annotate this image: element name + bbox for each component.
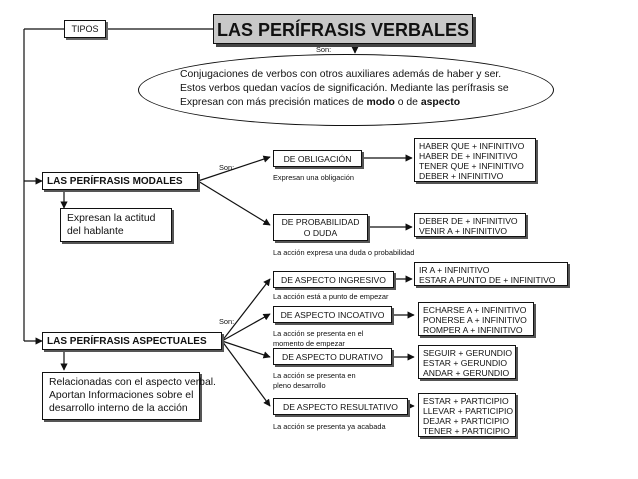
aspectuales-description: Relacionadas con el aspecto verbal. Aportan Informaciones sobre el desarrollo interno de la acción bbox=[42, 372, 200, 420]
probabilidad-results: DEBER DE + INFINITIVO VENIR A + INFINITIVO bbox=[414, 213, 526, 237]
perifrasis-modales-box: LAS PERÍFRASIS MODALES bbox=[42, 172, 198, 190]
definition-line-3: Expresan con más precisión matices de modo o de aspecto bbox=[180, 97, 461, 108]
obligacion-note: Expresan una obligación bbox=[273, 173, 354, 182]
incoativo-results: ECHARSE A + INFINITIVO PONERSE A + INFINITIVO ROMPER A + INFINITIVO bbox=[418, 302, 534, 336]
son-label-title: Son: bbox=[316, 45, 332, 54]
probabilidad-box: DE PROBABILIDAD O DUDA bbox=[273, 214, 368, 241]
durativo-results: SEGUIR + GERUNDIO ESTAR + GERUNDIO ANDAR + GERUNDIO bbox=[418, 345, 516, 379]
durativo-note: La acción se presenta en pleno desarrollo bbox=[273, 371, 356, 390]
ingresivo-note: La acción está a punto de empezar bbox=[273, 292, 389, 301]
definition-line-1: Conjugaciones de verbos con otros auxiliares además de haber y ser. bbox=[180, 69, 502, 80]
main-title: LAS PERÍFRASIS VERBALES bbox=[213, 14, 473, 44]
resultativo-note: La acción se presenta ya acabada bbox=[273, 422, 386, 431]
resultativo-results: ESTAR + PARTICIPIO LLEVAR + PARTICIPIO DEJAR + PARTICIPIO TENER + PARTICIPIO bbox=[418, 393, 516, 437]
modales-description: Expresan la actitud del hablante bbox=[60, 208, 172, 242]
ingresivo-box: DE ASPECTO INGRESIVO bbox=[273, 271, 394, 288]
definition-line-2: Estos verbos quedan vacíos de significación. Mediante las perífrasis se bbox=[180, 83, 509, 94]
ingresivo-results: IR A + INFINITIVO ESTAR A PUNTO DE + INFINITIVO bbox=[414, 262, 568, 286]
perifrasis-aspectuales-box: LAS PERÍFRASIS ASPECTUALES bbox=[42, 332, 222, 350]
son-label-aspectuales: Son: bbox=[219, 317, 235, 326]
definition-text bbox=[180, 68, 509, 110]
son-label-modales: Son: bbox=[219, 163, 235, 172]
incoativo-note: La acción se presenta en el momento de empezar bbox=[273, 329, 364, 348]
obligacion-results: HABER QUE + INFINITIVO HABER DE + INFINITIVO TENER QUE + INFINITIVO DEBER + INFINITIVO bbox=[414, 138, 536, 182]
obligacion-box: DE OBLIGACIÓN bbox=[273, 150, 362, 167]
resultativo-box: DE ASPECTO RESULTATIVO bbox=[273, 398, 408, 415]
durativo-box: DE ASPECTO DURATIVO bbox=[273, 348, 392, 365]
probabilidad-note: La acción expresa una duda o probabilidad bbox=[273, 248, 415, 257]
incoativo-box: DE ASPECTO INCOATIVO bbox=[273, 306, 392, 323]
tipos-label: TIPOS bbox=[64, 20, 106, 38]
